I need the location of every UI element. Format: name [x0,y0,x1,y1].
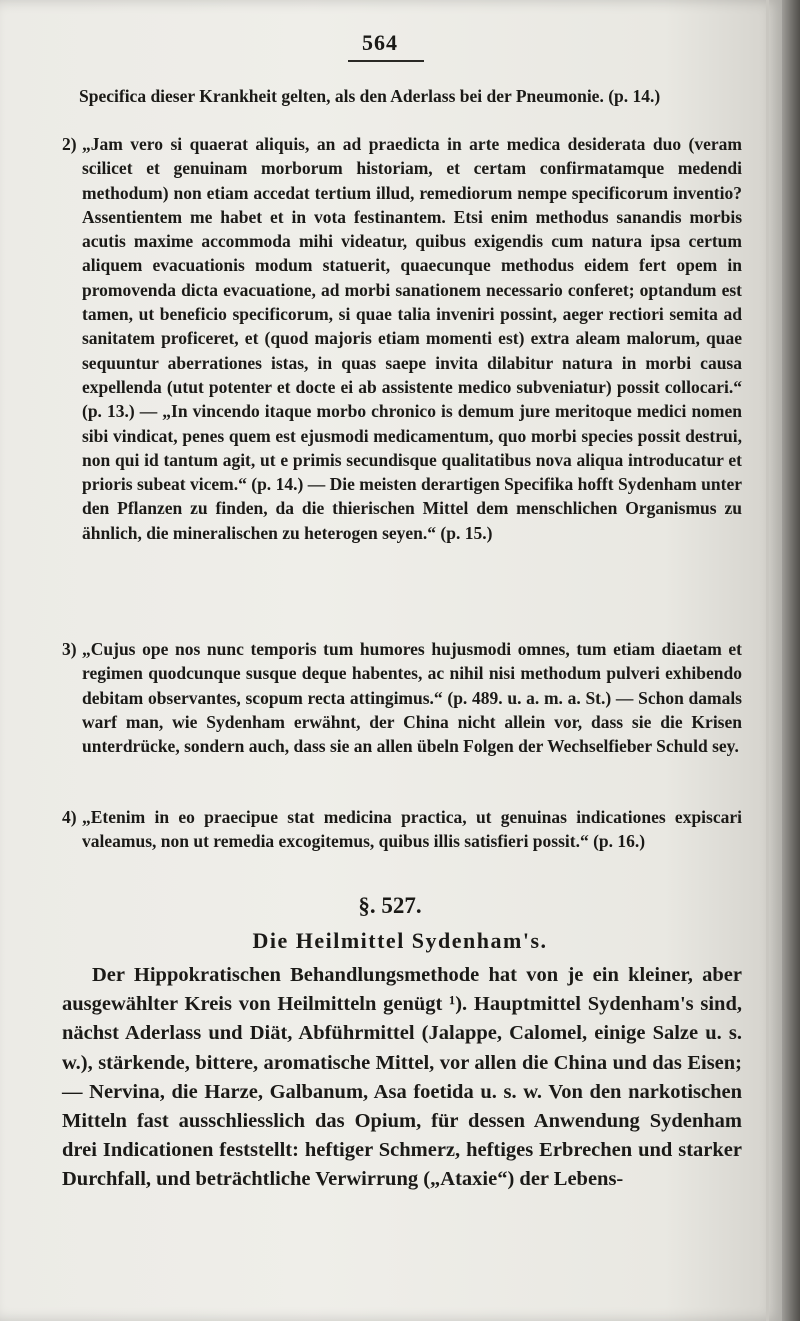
footnote-number: 3) [62,639,77,659]
book-binding-edge [782,0,800,1321]
page-fold-line [766,0,769,1321]
footnote-3 [62,637,742,758]
footnote-text: „Cujus ope nos nunc temporis tum humores hujusmodi omnes, tum etiam diaetam et regimen quodcunque susque deque habentes, ac nihil nisi methodum pulveri exhibendo debitam observantes, scopum recta attingimus.“ (p. 489. u. a. m. a. St.) — Schon damals warf man, wie Sydenham erwähnt, der China nicht allein vor, dass sie die Krisen unterdrücke, sondern auch, dass sie an allen übeln Folgen der Wechselfieber Schuld sey. [82,639,742,757]
section-body: Der Hippokratischen Behandlungsmethode hat von je ein kleiner, aber ausgewählter Kreis von Heilmitteln genügt ¹). Hauptmittel Sydenham's sind, nächst Aderlass und Diät, Abführmittel (Jalappe, Calomel, einige Salze u. s. w.), stärkende, bittere, aromatische Mittel, vor allen die China und das Eisen; — Nervina, die Harze, Galbanum, Asa foetida u. s. w. Von den narkotischen Mitteln fast ausschliesslich das Opium, für dessen Anwendung Sydenham drei Indicationen feststellt: heftiger Schmerz, heftiges Erbrechen und starker Durchfall, und beträchtliche Verwirrung („Ataxie“) der Lebens- [62,964,742,1191]
footnote-2 [62,132,742,545]
section-number: §. 527. [358,893,422,918]
footnote-number: 2) [62,134,77,154]
page-number: 564 [362,30,398,55]
continued-footnote-text: Specifica dieser Krankheit gelten, als den Aderlass bei der Pneumonie. (p. 14.) [79,86,661,106]
footnote-4 [62,805,742,854]
page-number-rule [348,60,424,62]
footnote-number: 4) [62,807,77,827]
section-title: Die Heilmittel Sydenham's. [252,928,548,953]
footnote-text: „Jam vero si quaerat aliquis, an ad praedicta in arte medica desiderata duo (veram scilicet et genuinam morborum historiam, et certam confirmatamque medendi methodum) non etiam accedat tertium illud, remediorum nempe specificorum inventio? Assentientem me habet et in vota festinantem. Etsi enim methodus sanandis morbis acutis maxime accommoda mihi videatur, quibus exigendis cum natura ipsa certum aliquem evacuationis modum statuerit, quaecunque methodus eidem fert opem in promovenda dicta evacuatione, ad morbi sanationem necessario conferet; optandum est tamen, ut beneficio specificorum, si quae talia inveniri possint, aeger rectiori semita ad sanitatem proficeret, et (quod majoris etiam momenti est) extra aleam malorum, quae sequuntur aberrationes istas, in quas saepe invita dilabitur natura in morbi causa expellenda (utut potenter et docte ei ab assistente medico subveniatur) possit collocari.“ (p. 13.) — „In vincendo itaque morbo chronico is demum jure meritoque medici nomen sibi vindicat, penes quem est ejusmodi medicamentum, quo morbi species possit destrui, non qui id tantum agit, ut e primis secundisque qualitatibus nova aliqua introducatur et prioris subeat vicem.“ (p. 14.) — Die meisten derartigen Specifika hofft Sydenham unter den Pflanzen zu finden, da die thierischen Mittel dem menschlichen Organismus zu ähnlich, die mineralischen zu heterogen seyen.“ (p. 15.) [82,134,742,543]
footnote-text: „Etenim in eo praecipue stat medicina practica, ut genuinas indicationes expiscari valeamus, non ut remedia excogitemus, quibus illis satisfieri possit.“ (p. 16.) [82,807,742,852]
